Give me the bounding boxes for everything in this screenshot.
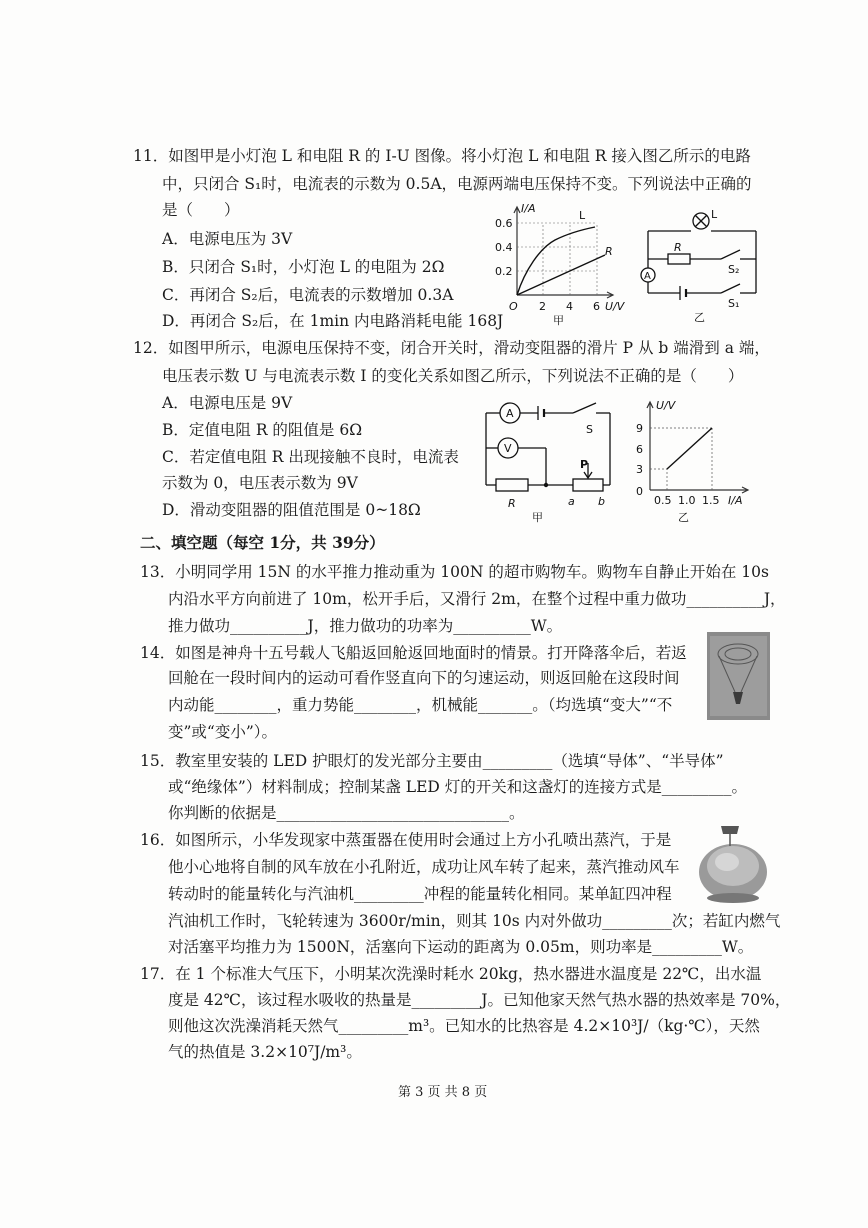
x-axis-label: I/A [728, 494, 743, 507]
q11-iu-graph [495, 200, 630, 328]
q17-line3: 则他这次洗澡消耗天然气_________m³。已知水的比热容是 4.2×10³J/（kg·℃），天然 [168, 1017, 760, 1035]
section-title: 二、填空题（每空 1分，共 39分） [140, 533, 385, 552]
q15-line1: 15．教室里安装的 LED 护眼灯的发光部分主要由_________（选填“导体”、“半导体” [140, 752, 724, 770]
q11-line3: 是（ ） [162, 201, 240, 219]
end-b-label: b [598, 495, 605, 508]
caption-jia: 甲 [553, 314, 564, 327]
line-resistor [517, 255, 605, 295]
q12-option-c-line2: 示数为 0，电压表示数为 9V [162, 474, 358, 492]
q13-line2: 内沿水平方向前进了 10m，松开手后，又滑行 2m，在整个过程中重力做功__________J， [168, 590, 786, 608]
page-number: 第 3 页 共 8 页 [398, 1085, 488, 1100]
slider-label: P [580, 458, 589, 471]
tick-3: 3 [636, 463, 643, 476]
q11-option-c: C．再闭合 S₂后，电流表的示数增加 0.3A [162, 286, 454, 304]
curve-r-label: R [605, 245, 613, 258]
tick-9: 9 [636, 422, 643, 435]
q13-line3: 推力做功__________J，推力做功的功率为__________W。 [168, 617, 563, 635]
q11-option-b: B．只闭合 S₁时，小灯泡 L 的电阻为 2Ω [162, 258, 445, 276]
resistor-label: R [508, 497, 516, 510]
capsule-parachute-photo [707, 632, 770, 720]
q16-line4: 汽油机工作时，飞轮转速为 3600r/min，则其 10s 内对外做功_________次；若缸内燃气 [168, 912, 781, 930]
q12-ui-graph [630, 395, 760, 525]
q15-line3: 你判断的依据是______________________________。 [168, 804, 525, 822]
q16-line5: 对活塞平均推力为 1500N，活塞向下运动的距离为 0.05m，则功率是_________W。 [168, 938, 754, 956]
tick-04: 0.4 [495, 241, 513, 254]
switch2-label: S₂ [728, 263, 740, 276]
data-line [667, 428, 712, 469]
q15-line2: 或“绝缘体”）材料制成；控制某盏 LED 灯的开关和这盏灯的连接方式是_________。 [168, 778, 747, 796]
q16-line3: 转动时的能量转化与汽油机_________冲程的能量转化相同。某单缸四冲程 [168, 885, 672, 903]
q12-circuit [478, 393, 623, 523]
q17-line4: 气的热值是 3.2×10⁷J/m³。 [168, 1043, 362, 1061]
q14-line3: 内动能________，重力势能________，机械能_______。（均选填“变大”“不 [168, 696, 673, 714]
origin-label: 0 [636, 485, 643, 498]
switch1-label: S₁ [728, 297, 740, 310]
switch-label: S [586, 423, 593, 436]
q11-line2: 中，只闭合 S₁时，电流表的示数为 0.5A，电源两端电压保持不变。下列说法中正确的 [162, 175, 752, 193]
q13-line1: 13．小明同学用 15N 的水平推力推动重为 100N 的超市购物车。购物车自静止开始在 10s [140, 563, 769, 581]
q14-line2: 回舱在一段时间内的运动可看作竖直向下的匀速运动，则返回舱在这段时间 [168, 669, 680, 687]
q14-line1: 14．如图是神舟十五号载人飞船返回舱返回地面时的情景。打开降落伞后，若返 [140, 644, 687, 662]
end-a-label: a [568, 495, 575, 508]
q12-line2: 电压表示数 U 与电流表示数 I 的变化关系如图乙所示，下列说法不正确的是（ ） [162, 367, 744, 385]
q11-option-d: D．再闭合 S₂后，在 1min 内电路消耗电能 168J [162, 312, 504, 330]
q16-line2: 他小心地将自制的风车放在小孔附近，成功让风车转了起来，蒸汽推动风车 [168, 858, 680, 876]
egg-steamer-photo [693, 820, 771, 906]
y-axis-label: I/A [521, 202, 536, 215]
q11-circuit [636, 205, 766, 325]
q12-option-d: D．滑动变阻器的阻值范围是 0~18Ω [162, 501, 421, 519]
tick-10: 1.0 [678, 494, 696, 507]
q17-line1: 17．在 1 个标准大气压下，小明某次洗澡时耗水 20kg，热水器进水温度是 22℃，出水温 [140, 965, 762, 983]
caption-yi: 乙 [694, 311, 705, 324]
resistor-label: R [674, 241, 682, 254]
q12-option-a: A．电源电压是 9V [162, 394, 293, 412]
curve-l-label: L [579, 209, 586, 222]
origin-label: O [509, 300, 518, 313]
curve-lamp [517, 227, 595, 295]
tick-2: 2 [539, 300, 546, 313]
caption-jia: 甲 [532, 511, 543, 523]
ammeter-label: A [644, 271, 651, 282]
ammeter-label: A [506, 407, 514, 420]
tick-02: 0.2 [495, 265, 513, 278]
q11-option-a: A．电源电压为 3V [162, 230, 293, 248]
q12-line1: 12．如图甲所示，电源电压保持不变，闭合开关时，滑动变阻器的滑片 P 从 b 端滑到 a 端， [133, 339, 770, 357]
tick-06: 0.6 [495, 217, 513, 230]
tick-05: 0.5 [654, 494, 672, 507]
q12-option-c-line1: C．若定值电阻 R 出现接触不良时，电流表 [162, 448, 459, 466]
voltmeter-label: V [504, 442, 512, 455]
q16-line1: 16．如图所示，小华发现家中蒸蛋器在使用时会通过上方小孔喷出蒸汽，于是 [140, 831, 672, 849]
caption-yi: 乙 [678, 511, 689, 524]
y-axis-label: U/V [656, 399, 676, 412]
q17-line2: 度是 42℃，该过程水吸收的热量是_________J。已知他家天然气热水器的热效率是 70%， [168, 991, 791, 1009]
tick-6: 6 [593, 300, 600, 313]
q11-line1: 11．如图甲是小灯泡 L 和电阻 R 的 I-U 图像。将小灯泡 L 和电阻 R 接入图乙所示的电路 [133, 147, 751, 165]
q12-option-b: B．定值电阻 R 的阻值是 6Ω [162, 421, 363, 439]
tick-6: 6 [636, 443, 643, 456]
lamp-label: L [711, 208, 718, 221]
x-axis-label: U/V [605, 300, 625, 313]
tick-15: 1.5 [702, 494, 720, 507]
tick-4: 4 [566, 300, 573, 313]
q14-line4: 变”或“变小”）。 [168, 723, 278, 741]
